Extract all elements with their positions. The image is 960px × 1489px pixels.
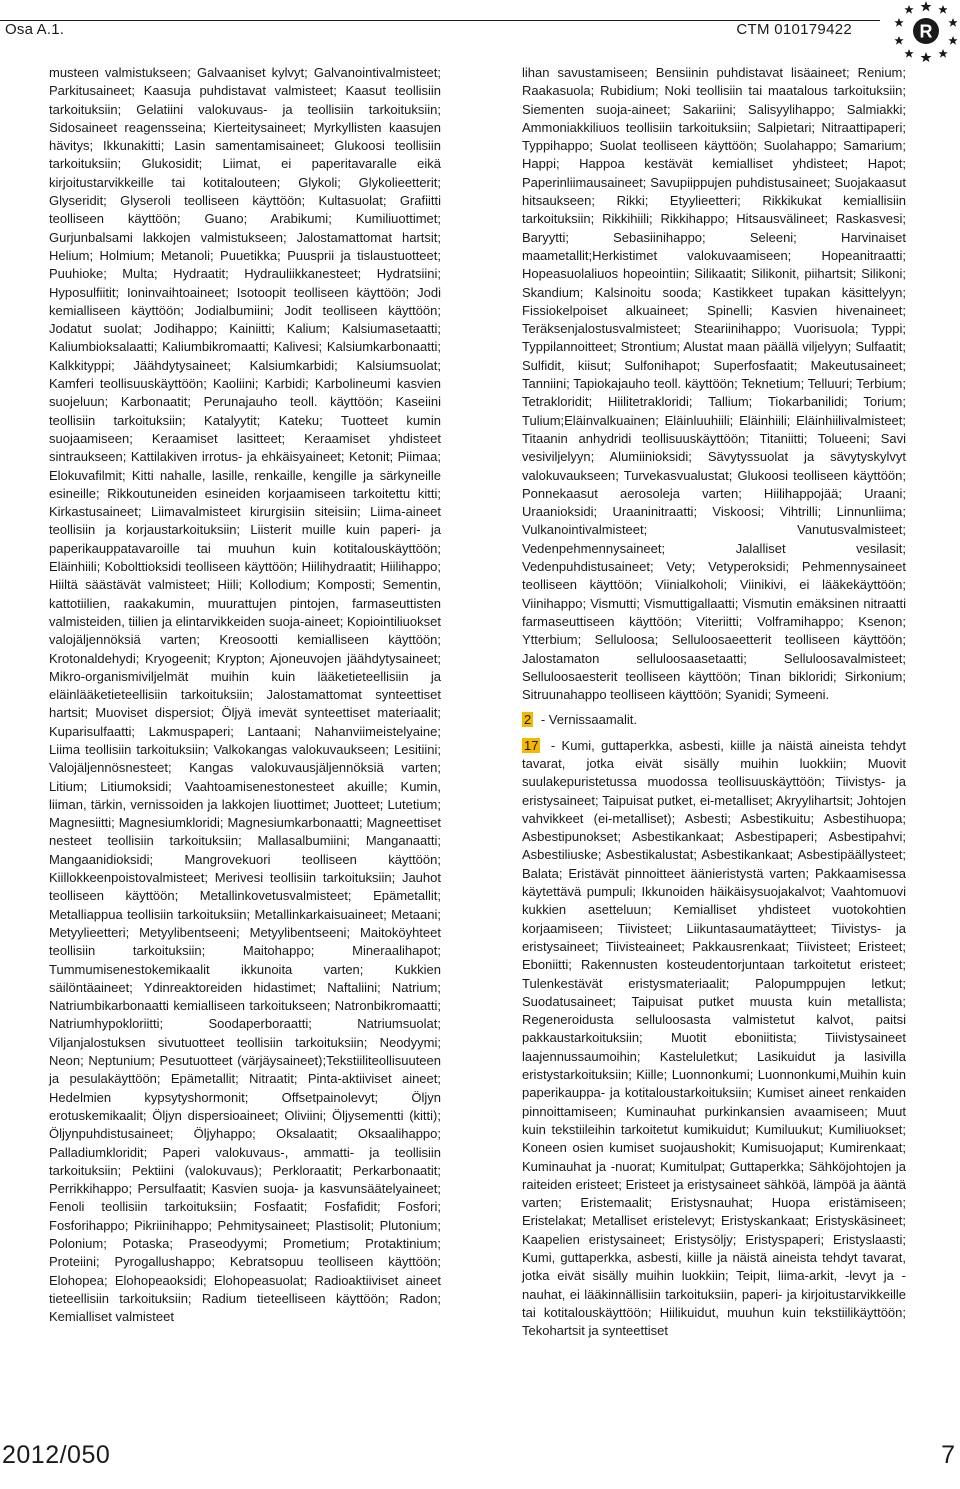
class-item-text: - Kumi, guttaperkka, asbesti, kiille ja näistä aineista tehdyt tavarat, jotka eivät sisälly muihin luokkiin; Muovit suulakepuristetussa muodossa teollisuuskäyttöön; Tiivistys- ja eristysaineet; Taipuisat putket, ei-metalliset; Akryylihartsit; Johtojen vahvikkeet (ei-metalliset); Asbesti; Asbestikuitu; Asbestihuopa; Asbestipunokset; Asbestikankaat; Asbestipaperi; Asbestipahvi; Asbestiliuske; Asbestikalustat; Asbestikankaat; Asbestipäällysteet; Balata; Eristävät pinnoitteet äänieristystä varten; Pakkaamisessa käytettävä pumpuli; Ikkunoiden häikäisysuojakalvot; Vaahtomuovi kukkien asetteluun; Kemialliset yhdisteet vuotokohtien korjaamiseen; Tiivisteet; Liikuntasaumatäytteet; Tiivistys- ja eristysaineet; Tiivisteaineet; Pakkausrenkaat; Tiivisteet; Eristeet; Eboniitti; Rakennusten kosteudentorjuntaan tarkoitetut eristeet; Tulenkestävät eristysmateriaalit; Palopumppujen letkut; Suodatusaineet; Taipuisat putket muusta kuin metallista; Regeneroidusta selluloosasta valmistetut kalvot, paitsi pakkaustarkoituksiin; Muotit eboniitista; Tiivistysaineet laajennussaumoihin; Kasteluletkut; Lasikuidut ja lasivilla eristystarkoituksiin; Kiille; Luonnonkumi; Luonnonkumi,Muihin kuin paperikauppa- ja kotitaloustarkoituksiin; Kumiset aineet renkaiden pinnoittamiseen; Kuminauhat purkinkansien avaamiseen; Muut kuin tekstiileihin tarkoitetut kumikuidut; Kumiluukut; Kumiliuokset; Koneen osien kumiset suojaushokit; Kumisuojaput; Kumirenkaat; Kuminauhat ja -nuorat; Kumitulpat; Guttaperkka; Sähköjohtojen ja raiteiden eristeet; Eristeet ja eristysaineet sähköä, lämpöä ja ääntä varten; Eristemaalit; Eristysnauhat; Huopa eristämiseen; Eristelakat; Metalliset eristelevyt; Eristyskankaat; Eristyskäsineet; Kaapelien eristysaineet; Eristysöljy; Eristyspaperi; Eristyslaasti; Kumi, guttaperkka, asbesti, kiille ja näistä aineista tehdyt tavarat, jotka eivät sisälly muihin luokkiin; Teipit, liima-arkit, -levyt ja -nauhat, ei lääkinnällisiin tarkoituksiin, paperi- ja kirjoitustarvikkeille tai kotitalouskäyttöön; Hiilikuidut, muuhun kuin tekstiilikäyttöön; Tekohartsit ja synteettiset: [522, 737, 906, 1339]
left-column: [49, 64, 441, 1326]
class-item-17: [522, 737, 906, 1341]
document-number: CTM 010179422: [736, 21, 852, 38]
section-label: Osa A.1.: [5, 21, 65, 38]
class-item-text: - Vernissaamalit.: [540, 712, 637, 728]
oami-stars-logo-icon: [893, 0, 959, 62]
class-number-badge: 2: [524, 712, 532, 728]
left-column-text: musteen valmistukseen; Galvaaniset kylvyt; Galvanointivalmisteet; Parkitusaineet; Kaasuja puhdistavat valmisteet; Kaasut teollisiin tarkoituksiin; Gelatiini valokuvaus- ja teollisiin tarkoituksiin; Sidosaineet reagensseina; Kierteitysaineet; Myrkyllisten kaasujen hävitys; Ikkunakitti; Lasin samentamisaineet; Glukoosi teollisiin tarkoituksiin; Glukosidit; Liimat, ei paperitavaralle eikä kirjoitustarvikkeille tai kotitalouteen; Glykoli; Glykolieetterit; Glyseridit; Glyseroli teolliseen käyttöön; Kultasuolat; Grafiitti teolliseen käyttöön; Guano; Arabikumi; Kumiliuottimet; Gurjunbalsami lakkojen valmistukseen; Jalostamattomat hartsit; Helium; Holmium; Metanoli; Puuetikka; Puusprii ja tislaustuotteet; Puuhioke; Multa; Hydraatit; Hydrauliikkanesteet; Hydratsiini; Hyposulfiitit; Ioninvaihtoaineet; Isotoopit teolliseen käyttöön; Jodi kemialliseen käyttöön; Jodialbumiini; Jodit teolliseen käyttöön; Jodatut suolat; Jodihappo; Kainiitti; Kalium; Kalsiumasetaatti; Kaliumbioksalaatti; Kaliumbikromaatti; Kalivesi; Kalsiumkarbonaatti; Kalkkityppi; Jäähdytysaineet; Kalsiumkarbidi; Kalsiumsuolat; Kamferi teollisuuskäyttöön; Kaoliini; Karbidi; Karbolineumi kasvien suojeluun; Karbonaatit; Perunajauho teoll. käyttöön; Kaseiini teollisiin tarkoituksiin; Katalyytit; Kateku; Tuotteet kumin suojaamiseen; Keraamiset lasitteet; Keraamiset yhdisteet sintraukseen; Kattilakiven irrotus- ja ehkäisyaineet; Ketonit; Piimaa; Elokuvafilmit; Kitti nahalle, lasille, renkaille, kengille ja särkyneille esineille; Rikkoutuneiden esineiden korjaamiseen tarkoitettu kitti; Kirkastusaineet; Liimavalmisteet kirurgisiin siteisiin; Liima-aineet teollisiin ja korjaustarkoituksiin; Liisterit muille kuin paperi- ja paperikauppatavaroille tai muuhun kuin kotitalouskäyttöön; Eläinhiili; Kobolttioksidi teolliseen käyttöön; Hiilihydraatit; Hiilihappo; Hiiltä säästävät valmisteet; Hiili; Kollodium; Komposti; Sementin, kattotiilien, raakakumin, muurattujen pintojen, farmaseuttisten valmisteiden, tiilien ja elintarvikkeiden suoja-aineet; Kopiointiliuokset valojäljennöksiä varten; Kreosootti kemialliseen käyttöön; Krotonaldehydi; Kryogeenit; Krypton; Ajoneuvojen jäähdytysaineet; Mikro-organismiviljelmät muihin kuin lääketieteellisiin ja eläinlääketieteellisiin tarkoituksiin; Jalostamattomat synteettiset hartsit; Muoviset dispersiot; Öljyä imevät synteettiset materiaalit; Kuparisulfaatti; Lakmuspaperi; Lantaani; Nahanviimeistelyaine; Liima teollisiin tarkoituksiin; Valkokangas valokuvaukseen; Lesitiini; Valojäljennösnesteet; Kangas valokuvausjäljennöksiä varten; Litium; Litiumoksidi; Vaahtoamisenestonesteet akuille; Kumin, liiman, tärkin, vernissoiden ja lakkojen liuottimet; Juotteet; Lutetium; Magnesiitti; Magnesiumkloridi; Magnesiumkarbonaatti; Magneettiset nesteet teollisiin tarkoituksiin; Mallasalbumiini; Manganaatti; Mangaanidioksidi; Mangrovekuori teolliseen käyttöön; Kiillokkeenpoistovalmisteet; Merivesi teollisiin tarkoituksiin; Jauhot teolliseen käyttöön; Metallinkovetusvalmisteet; Epämetallit; Metalliappua teollisiin tarkoituksiin; Metallinkarkaisuaineet; Metaani; Metyylieetteri; Metyylibentseeni; Metyylibentseeni; Maitoköyhteet teollisiin tarkoituksiin; Maitohappo; Mineraalihapot; Tummumisenestokemikaalit ikkunoita varten; Kukkien säilöntäaineet; Ydinreaktoreiden hidastimet; Naftaliini; Natrium; Natriumbikarbonaatti kemialliseen tarkoitukseen; Natronbikromaatti; Natriumhypokloriitti; Soodaperboraatti; Natriumsuolat; Viljanjalostuksen sivutuotteet teollisiin tarkoituksiin; Neodyymi; Neon; Neptunium; Pesutuotteet (värjäysaineet);Tekstiiliteollisuuteen ja pesulakäyttöön; Epämetallit; Nitraatit; Pinta-aktiiviset aineet; Hedelmien kypsytyshormonit; Offsetpainolevyt; Öljyn erotuskemikaalit; Öljyn dispersioaineet; Oliviini; Öljysementti (kitti); Öljynpuhdistusaineet; Öljyhappo; Oksalaatit; Oksaalihappo; Palladiumkloridit; Paperi valokuvaus-, ammatti- ja teollisiin tarkoituksiin; Pektiini (valokuvaus); Perkloraatit; Perkarbonaatit; Perrikkihappo; Persulfaatit; Kasvien suoja- ja kasvunsäätelyaineet; Fenoli teollisiin tarkoituksiin; Fosfaatit; Fosfafidit; Fosfori; Fosforihappo; Pikriinihappo; Pehmitysaineet; Plastisolit; Plutonium; Polonium; Potaska; Praseodyymi; Prometium; Protaktinium; Proteiini; Pyrogallushappo; Kebratsopuu teolliseen käyttöön; Elohopea; Elohopeaoksidi; Elohopeasuolat; Radioaktiiviset aineet tieteellisiin tarkoituksiin; Radium tieteelliseen käyttöön; Radon; Kemialliset valmisteet: [49, 65, 441, 1325]
right-column: [522, 64, 906, 1340]
class-number-badge: 17: [524, 737, 539, 753]
class-item-2: [522, 711, 906, 729]
logo-letter: R: [919, 21, 933, 42]
page-header: [0, 0, 960, 62]
issue-number: 2012/050: [2, 1441, 111, 1469]
page-number: 7: [941, 1441, 955, 1469]
right-column-text: lihan savustamiseen; Bensiinin puhdistavat lisäaineet; Renium; Raakasuola; Rubidium; Noki teollisiin tai maatalous tarkoituksiin; Siementen suoja-aineet; Sakariini; Salisyylihappo; Salmiakki; Ammoniakkiliuos teollisiin tarkoituksiin; Salpietari; Nitraattipaperi; Typpihappo; Suolat teolliseen käyttöön; Suolahappo; Samarium; Happi; Happoa kestävät kemialliset yhdisteet; Hapot; Paperinliimausaineet; Savupiippujen puhdistusaineet; Suojakaasut hitsaukseen; Rikki; Etyylieetteri; Rikkikukat kemiallisiin tarkoituksiin; Rikkihiili; Rikkihappo; Hitsausvälineet; Raskasvesi; Baryytti; Sebasiinihappo; Seleeni; Harvinaiset maametallit;Herkistimet valokuvaamiseen; Hopeanitraatti; Hopeasuolaliuos hopeointiin; Silikaatit; Silikonit, piihartsit; Silikoni; Skandium; Kalsinoitu sooda; Kastikkeet tupakan käsittelyyn; Fissiokelpoiset alkuaineet; Spinelli; Kasvien hivenaineet; Teräksenjalostusvalmisteet; Steariinihappo; Vuorisuola; Typpi; Typpilannoitteet; Strontium; Alustat maan päällä viljelyyn; Sulfaatit; Sulfidit, kiisut; Sulfonihapot; Superfosfaatit; Makeutusaineet; Tanniini; Tapiokajauho teoll. käyttöön; Teknetium; Telluuri; Terbium; Tetrakloridit; Hiilitetrakloridi; Tallium; Tiokarbanilidi; Torium; Tulium;Eläinvalkuainen; Eläinluuhiili; Eläinhiili; Eläinhiilivalmisteet; Titaanin anhydridi teollisuuskäyttöön; Titaniitti; Tolueeni; Savi vesiviljelyyn; Alumiinioksidi; Sävytyssuolat ja sävytyskylvyt valokuvaukseen; Turvekasvualustat; Glukoosi teolliseen käyttöön; Ponnekaasut aerosoleja varten; Hiilihappojää; Uraani; Uraanioksidi; Uraaninitraatti; Viskoosi; Vihtrilli; Linnunliima; Vulkanointivalmisteet; Vanutusvalmisteet; Vedenpehmennysaineet; Jalalliset vesilasit; Vedenpuhdistusaineet; Vety; Vetyperoksidi; Pehmennysaineet teolliseen käyttöön; Viinialkoholi; Viinikivi, ei lääkekäyttöön; Viinihappo; Vismutti; Vismuttigallaatti; Vismutin emäksinen nitraatti farmaseuttiseen käyttöön; Viteriitti; Volframihappo; Ksenon; Ytterbium; Selluloosa; Selluloosaeetterit teolliseen käyttöön; Jalostamaton selluloosaasetaatti; Selluloosavalmisteet; Selluloosaesterit teolliseen käyttöön; Tinan bikloridi; Sirkonium; Sitruunahappo teolliseen käyttöön; Syanidi; Symeeni.: [522, 65, 906, 703]
